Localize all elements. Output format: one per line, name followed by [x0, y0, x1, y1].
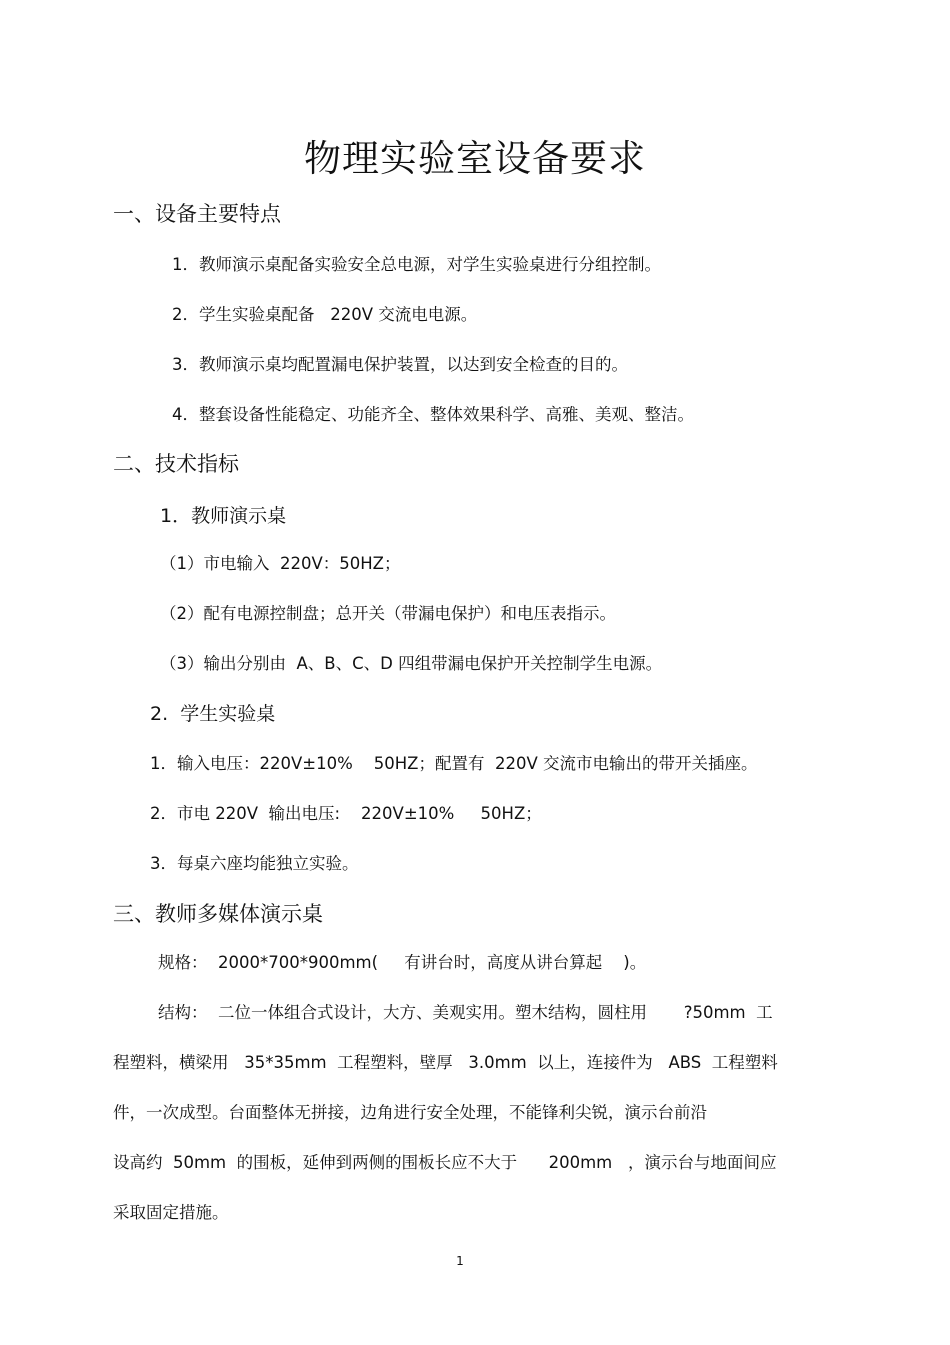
- section-heading-features: 一、设备主要特点: [113, 202, 281, 226]
- structure-line-2: 程塑料，横梁用 35*35mm 工程塑料，壁厚 3.0mm 以上，连接件为 ABS 工程塑料: [113, 1053, 778, 1072]
- section-heading-multimedia-desk: 三、教师多媒体演示桌: [113, 902, 323, 926]
- feature-item-3: 3．教师演示桌均配置漏电保护装置，以达到安全检查的目的。: [172, 355, 628, 374]
- page-number: 1: [456, 1254, 464, 1268]
- structure-line-4: 设高约 50mm 的围板，延伸到两侧的围板长应不大于 200mm ，演示台与地面间应: [113, 1153, 777, 1172]
- feature-item-2: 2．学生实验桌配备 220V 交流电电源。: [172, 305, 478, 324]
- teacher-desk-spec-2: （2）配有电源控制盘；总开关（带漏电保护）和电压表指示。: [160, 604, 616, 623]
- teacher-desk-spec-3: （3）输出分别由 A、B、C、D 四组带漏电保护开关控制学生电源。: [160, 654, 663, 673]
- section-heading-specs: 二、技术指标: [113, 452, 239, 476]
- page-title: 物理实验室设备要求: [304, 137, 646, 180]
- subsection-heading-teacher-desk: 1．教师演示桌: [160, 505, 287, 527]
- structure-line-5: 采取固定措施。: [113, 1203, 229, 1222]
- structure-line-3: 件，一次成型。台面整体无拼接，边角进行安全处理，不能锋利尖锐，演示台前沿: [113, 1103, 707, 1122]
- multimedia-desk-size: 规格： 2000*700*900mm( 有讲台时，高度从讲台算起 )。: [158, 953, 647, 972]
- feature-item-4: 4．整套设备性能稳定、功能齐全、整体效果科学、高雅、美观、整洁。: [172, 405, 694, 424]
- student-desk-spec-2: 2．市电 220V 输出电压: 220V±10% 50HZ；: [150, 804, 542, 823]
- teacher-desk-spec-1: （1）市电输入 220V：50HZ；: [160, 554, 401, 573]
- student-desk-spec-1: 1．输入电压：220V±10% 50HZ；配置有 220V 交流市电输出的带开关插座。: [150, 754, 758, 773]
- feature-item-1: 1．教师演示桌配备实验安全总电源，对学生实验桌进行分组控制。: [172, 255, 661, 274]
- structure-line-1: 结构： 二位一体组合式设计，大方、美观实用。塑木结构，圆柱用 ?50mm 工: [158, 1003, 773, 1022]
- subsection-heading-student-desk: 2. 学生实验桌: [150, 703, 276, 725]
- student-desk-spec-3: 3．每桌六座均能独立实验。: [150, 854, 359, 873]
